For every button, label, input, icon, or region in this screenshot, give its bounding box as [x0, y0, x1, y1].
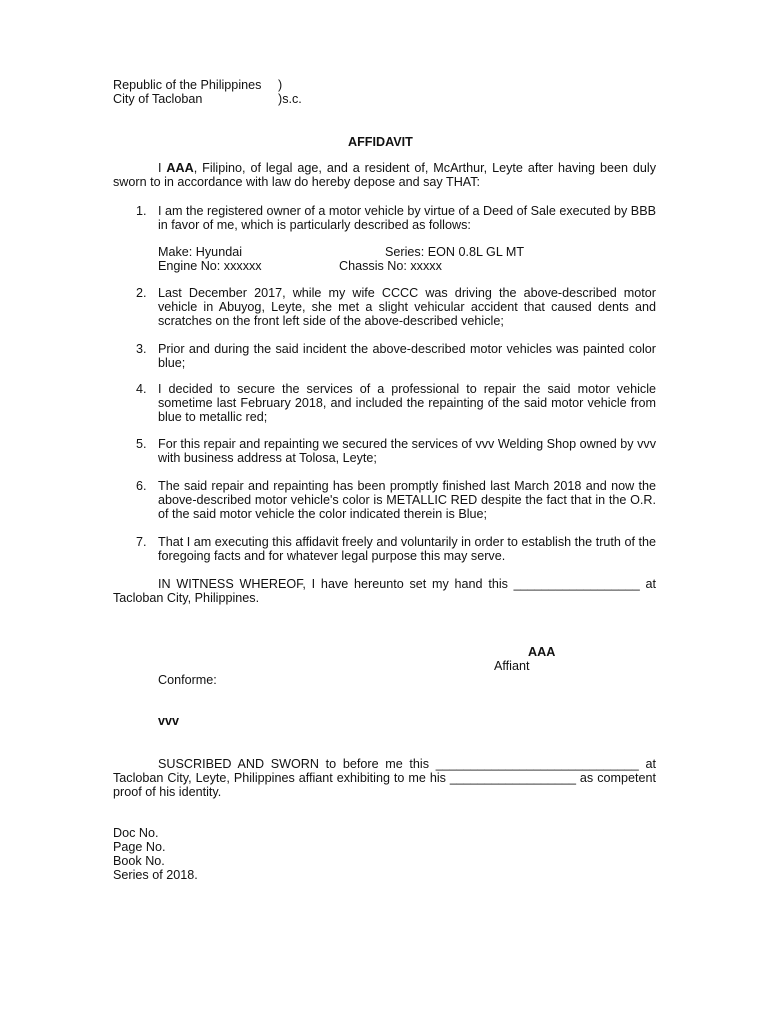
item-text: That I am executing this affidavit freely and voluntarily in order to establish the truth of the foregoing facts and for whatever legal purpose this may serve.	[158, 535, 656, 563]
intro-text: , Filipino, of legal age, and a resident of, McArthur, Leyte after having been duly sworn to in accordance with law do hereby depose and say THAT:	[113, 161, 656, 189]
item-text: For this repair and repainting we secured the services of vvv Welding Shop owned by vvv with business address at Tolosa, Leyte;	[158, 437, 656, 465]
item-text: Prior and during the said incident the above-described motor vehicles was painted color blue;	[158, 342, 656, 370]
item-text: The said repair and repainting has been promptly finished last March 2018 and now the above-described motor vehicle's color is METALLIC RED despite the fact that in the O.R. of the said motor vehicle the color indicated therein is Blue;	[158, 479, 656, 521]
witness-paragraph: IN WITNESS WHEREOF, I have hereunto set my hand this __________________ at Tacloban City, Philippines.	[113, 577, 656, 605]
vehicle-series: Series: EON 0.8L GL MT	[385, 245, 525, 259]
series-of: Series of 2018.	[113, 868, 198, 882]
item-number: 3.	[136, 342, 147, 356]
header-republic: Republic of the Philippines	[113, 78, 262, 92]
item-text: I decided to secure the services of a professional to repair the said motor vehicle sometime last February 2018, and included the repainting of the said motor vehicle from blue to metallic red;	[158, 382, 656, 424]
document-title: AFFIDAVIT	[348, 135, 413, 149]
jurat-paragraph: SUSCRIBED AND SWORN to before me this _____________________________ at Tacloban City, Leyte, Philippines affiant exhibiting to me his __________________ as competent proof of his identity.	[113, 757, 656, 799]
item-text: Last December 2017, while my wife CCCC was driving the above-described motor vehicle in Abuyog, Leyte, she met a slight vehicular accident that caused dents and scratches on the front left side of the above-described vehicle;	[158, 286, 656, 328]
doc-no: Doc No.	[113, 826, 159, 840]
affiant-label: Affiant	[494, 659, 530, 673]
item-number: 5.	[136, 437, 147, 451]
affiant-name: AAA	[528, 645, 556, 659]
item-number: 2.	[136, 286, 147, 300]
vehicle-chassis: Chassis No: xxxxx	[339, 259, 442, 273]
intro-name: AAA	[166, 161, 194, 175]
conforme-name: vvv	[158, 714, 180, 728]
vehicle-make: Make: Hyundai	[158, 245, 242, 259]
header-sc: )s.c.	[278, 92, 302, 106]
conforme-label: Conforme:	[158, 673, 217, 687]
item-number: 1.	[136, 204, 147, 218]
header-city: City of Tacloban	[113, 92, 203, 106]
intro-paragraph	[113, 161, 656, 189]
vehicle-engine: Engine No: xxxxxx	[158, 259, 262, 273]
item-number: 6.	[136, 479, 147, 493]
book-no: Book No.	[113, 854, 165, 868]
page-no: Page No.	[113, 840, 166, 854]
item-number: 4.	[136, 382, 147, 396]
intro-prefix: I	[158, 161, 167, 175]
item-number: 7.	[136, 535, 147, 549]
item-text: I am the registered owner of a motor vehicle by virtue of a Deed of Sale executed by BBB in favor of me, which is particularly described as follows:	[158, 204, 656, 232]
header-paren: )	[278, 78, 283, 92]
